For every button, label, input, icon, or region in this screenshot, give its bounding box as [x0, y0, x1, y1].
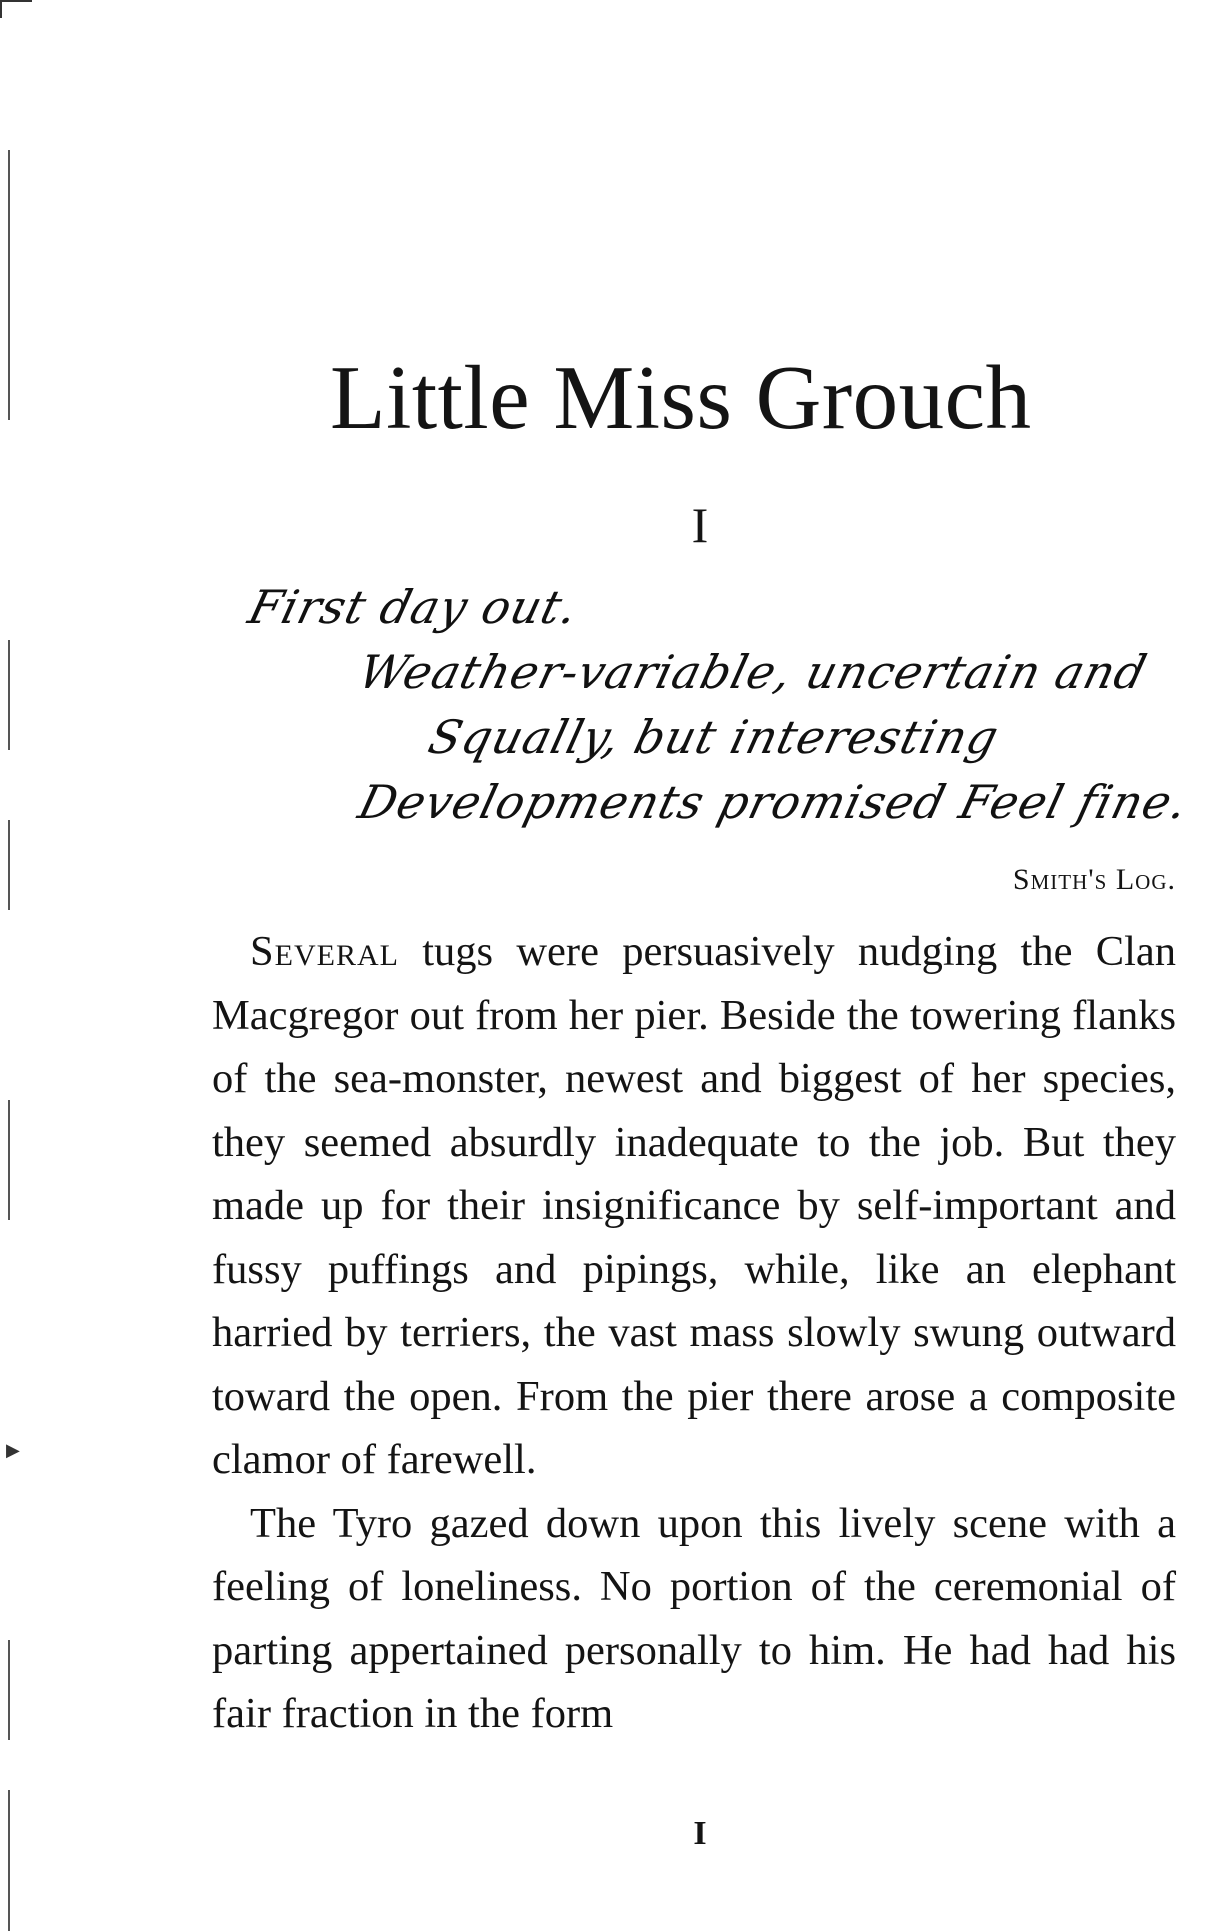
- log-attribution: Smith's Log.: [1012, 863, 1176, 896]
- scan-edge-line: [8, 1100, 10, 1220]
- body-text: [212, 920, 1176, 1746]
- handwritten-line: Developments promised Feel fine.: [353, 775, 1194, 829]
- paragraph-text: tugs were persuasively nudging the Clan Macgregor out from her pier. Beside the towering flanks of the sea-monster, newest and biggest of her species, they seemed absurdly inadequate to the job. But they made up for their insignificance by self-important and fussy puffings and pipings, while, like an elephant harried by terriers, the vast mass slowly swung outward toward the open. From the pier there arose a composite clamor of farewell.: [212, 928, 1176, 1483]
- scan-arrow-mark: ▶: [6, 1440, 20, 1460]
- handwritten-line: Squally, but interesting: [423, 710, 1005, 764]
- paragraph: [212, 920, 1176, 1492]
- handwritten-line: First day out.: [243, 580, 584, 634]
- scan-edge-line: [8, 820, 10, 910]
- paragraph-text: The Tyro gazed down upon this lively scene with a feeling of loneliness. No portion of the ceremonial of parting appertained personally to him. He had had his fair fraction in the form: [212, 1499, 1176, 1737]
- handwritten-line: Weather-variable, uncertain and: [353, 645, 1153, 699]
- scan-edge-line: [8, 1640, 10, 1740]
- chapter-number: I: [691, 497, 709, 553]
- scan-edge-line: [8, 150, 10, 420]
- scan-corner-mark: [0, 0, 32, 18]
- page-title: Little Miss Grouch: [330, 347, 1032, 448]
- page-number: I: [693, 1815, 707, 1852]
- paragraph: [212, 1492, 1176, 1746]
- scan-edge-line: [8, 640, 10, 750]
- scan-edge-line: [8, 1790, 10, 1931]
- paragraph-lead-word: Several: [250, 928, 399, 975]
